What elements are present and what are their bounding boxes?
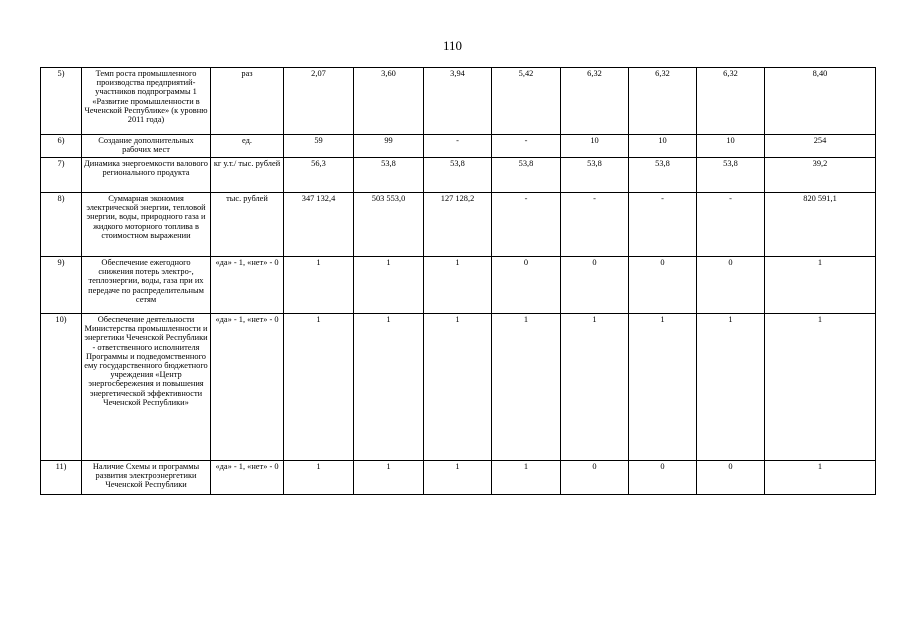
unit-of-measure: раз xyxy=(211,68,284,135)
value-cell: 820 591,1 xyxy=(765,193,876,257)
unit-of-measure: «да» - 1, «нет» - 0 xyxy=(211,461,284,495)
table-row xyxy=(41,257,876,314)
value-cell: 0 xyxy=(697,257,765,314)
row-number: 6) xyxy=(41,135,82,158)
value-cell: 1 xyxy=(697,314,765,461)
value-cell: 1 xyxy=(765,314,876,461)
value-cell: 6,32 xyxy=(561,68,629,135)
value-cell: 6,32 xyxy=(697,68,765,135)
value-cell: 1 xyxy=(424,257,492,314)
indicator-name: Суммарная экономия электрической энергии, тепловой энергии, воды, природного газа и жидкого моторного топлива в стоимостном выражении xyxy=(82,193,211,257)
row-number: 7) xyxy=(41,158,82,193)
value-cell: 5,42 xyxy=(492,68,561,135)
unit-of-measure: тыс. рублей xyxy=(211,193,284,257)
value-cell: - xyxy=(424,135,492,158)
value-cell: 39,2 xyxy=(765,158,876,193)
value-cell: 2,07 xyxy=(284,68,354,135)
value-cell: 0 xyxy=(492,257,561,314)
value-cell: 1 xyxy=(354,461,424,495)
value-cell: 1 xyxy=(354,257,424,314)
indicator-name: Наличие Схемы и программы развития электроэнергетики Чеченской Республики xyxy=(82,461,211,495)
value-cell: 10 xyxy=(697,135,765,158)
value-cell: 53,8 xyxy=(629,158,697,193)
value-cell: 1 xyxy=(354,314,424,461)
row-number: 8) xyxy=(41,193,82,257)
value-cell: 1 xyxy=(284,461,354,495)
value-cell: 99 xyxy=(354,135,424,158)
value-cell: 8,40 xyxy=(765,68,876,135)
value-cell: 1 xyxy=(492,461,561,495)
value-cell: 10 xyxy=(629,135,697,158)
value-cell: 347 132,4 xyxy=(284,193,354,257)
row-number: 9) xyxy=(41,257,82,314)
value-cell: - xyxy=(492,135,561,158)
value-cell: 127 128,2 xyxy=(424,193,492,257)
table-row xyxy=(41,68,876,135)
value-cell: 0 xyxy=(561,257,629,314)
value-cell: 1 xyxy=(765,461,876,495)
unit-of-measure: «да» - 1, «нет» - 0 xyxy=(211,257,284,314)
value-cell: 53,8 xyxy=(697,158,765,193)
value-cell: 1 xyxy=(561,314,629,461)
value-cell: - xyxy=(697,193,765,257)
indicators-table xyxy=(40,67,876,495)
row-number: 11) xyxy=(41,461,82,495)
table-row xyxy=(41,461,876,495)
value-cell: 10 xyxy=(561,135,629,158)
unit-of-measure: ед. xyxy=(211,135,284,158)
value-cell: 1 xyxy=(629,314,697,461)
value-cell: - xyxy=(629,193,697,257)
page-number: 110 xyxy=(442,38,463,53)
value-cell: 0 xyxy=(629,461,697,495)
value-cell: 0 xyxy=(697,461,765,495)
value-cell: - xyxy=(561,193,629,257)
indicator-name: Динамика энергоемкости валового регионального продукта xyxy=(82,158,211,193)
value-cell: 0 xyxy=(561,461,629,495)
value-cell: 53,8 xyxy=(424,158,492,193)
value-cell: 1 xyxy=(424,461,492,495)
value-cell: 6,32 xyxy=(629,68,697,135)
unit-of-measure: кг у.т./ тыс. рублей xyxy=(211,158,284,193)
indicator-name: Темп роста промышленного производства предприятий-участников подпрограммы 1 «Развитие промышленности в Чеченской Республике» (к уровню 2011 года) xyxy=(82,68,211,135)
row-number: 10) xyxy=(41,314,82,461)
value-cell: 1 xyxy=(284,257,354,314)
value-cell: 254 xyxy=(765,135,876,158)
unit-of-measure: «да» - 1, «нет» - 0 xyxy=(211,314,284,461)
indicator-name: Обеспечение деятельности Министерства промышленности и энергетики Чеченской Республики - ответственного исполнителя Программы и подведомственного ему государственного бюджетного учреждения «Центр энергосбережения и повышения энергетической эффективности Чеченской Республики» xyxy=(82,314,211,461)
value-cell: - xyxy=(492,193,561,257)
value-cell: 0 xyxy=(629,257,697,314)
value-cell: 1 xyxy=(424,314,492,461)
value-cell: 3,60 xyxy=(354,68,424,135)
row-number: 5) xyxy=(41,68,82,135)
value-cell: 1 xyxy=(492,314,561,461)
value-cell: 1 xyxy=(284,314,354,461)
value-cell: 56,3 xyxy=(284,158,354,193)
indicator-name: Создание дополнительных рабочих мест xyxy=(82,135,211,158)
value-cell: 59 xyxy=(284,135,354,158)
value-cell: 53,8 xyxy=(354,158,424,193)
value-cell: 53,8 xyxy=(492,158,561,193)
value-cell: 53,8 xyxy=(561,158,629,193)
table-row xyxy=(41,314,876,461)
table-row xyxy=(41,193,876,257)
value-cell: 1 xyxy=(765,257,876,314)
table-row xyxy=(41,158,876,193)
value-cell: 3,94 xyxy=(424,68,492,135)
value-cell: 503 553,0 xyxy=(354,193,424,257)
table-row xyxy=(41,135,876,158)
indicator-name: Обеспечение ежегодного снижения потерь электро-, теплоэнергии, воды, газа при их передаче по распределительным сетям xyxy=(82,257,211,314)
